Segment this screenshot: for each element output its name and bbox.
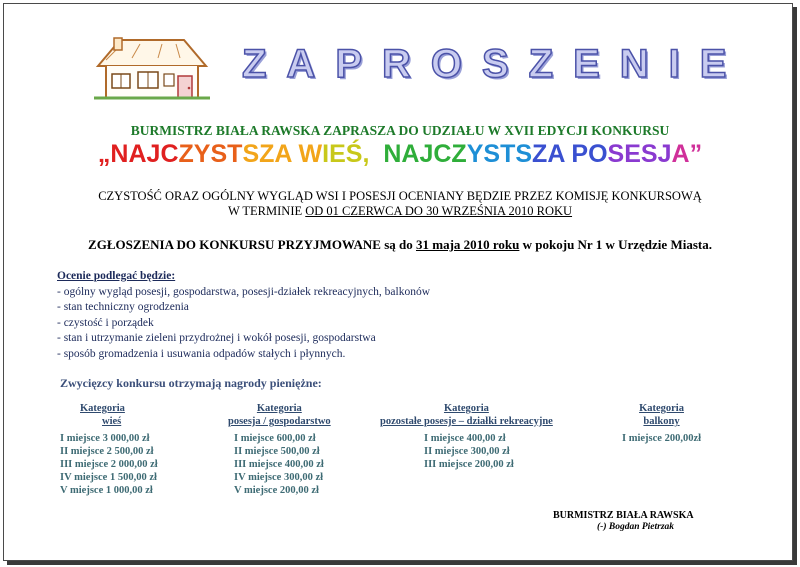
headline-letter: N: [383, 140, 402, 168]
headline-letter: A: [401, 140, 420, 168]
contest-headline: [0, 140, 800, 169]
headline-letter: S: [640, 140, 658, 168]
category-recreational: [380, 402, 553, 471]
criteria-item: - ogólny wygląd posesji, gospodarstwa, posesji-działek rekreacyjnych, balkonów: [57, 285, 431, 298]
prize-list: [60, 432, 158, 497]
prize-row: I miejsce 200,00zł: [622, 433, 702, 444]
headline-letter: ”: [689, 140, 703, 168]
prizes-heading: Zwycięzcy konkursu otrzymają nagrody pieniężne:: [60, 376, 322, 390]
headline-letter: N: [110, 140, 129, 168]
prize-row: V miejsce 200,00 zł: [234, 485, 319, 496]
prize-row: IV miejsce 300,00 zł: [234, 472, 324, 483]
headline-letter: Y: [193, 140, 211, 168]
headline-letter: S: [607, 140, 625, 168]
headline-letter: P: [571, 140, 589, 168]
criteria-item: - stan i utrzymanie zieleni przydrożnej i wokół posesji, gospodarstwa: [57, 332, 376, 344]
prize-row: I miejsce 600,00 zł: [234, 433, 316, 444]
headline-letter: S: [210, 140, 228, 168]
entries-mid: są do: [384, 237, 413, 252]
headline-letter: Ś: [345, 140, 363, 168]
prize-row: II miejsce 500,00 zł: [234, 446, 320, 457]
house-clipart-icon: [92, 36, 212, 104]
criteria-item: - sposób gromadzenia i usuwania odpadów stałych i płynnych.: [57, 347, 346, 360]
headline-letter: Z: [178, 140, 194, 168]
headline-letter: T: [500, 140, 516, 168]
headline-letter: C: [433, 140, 452, 168]
headline-letter: Z: [451, 140, 467, 168]
headline-letter: E: [624, 140, 641, 168]
entries-prefix: ZGŁOSZENIA DO KONKURSU PRZYJMOWANE: [88, 237, 381, 252]
criteria-list: [57, 285, 430, 363]
entries-notice: [0, 237, 800, 253]
evaluation-term-label: W TERMINIE: [227, 204, 303, 218]
headline-letter: A: [671, 140, 690, 168]
headline-letter: J: [419, 140, 434, 168]
entries-suffix: w pokoju Nr 1 w Urzędzie Miasta.: [522, 237, 712, 252]
prize-row: V miejsce 1 000,00 zł: [60, 485, 153, 496]
prize-row: II miejsce 300,00 zł: [424, 446, 510, 457]
headline-letter: [292, 140, 299, 168]
category-property: [228, 402, 331, 497]
criteria-item: - czystość i porządek: [57, 316, 154, 329]
prize-row: III miejsce 200,00 zł: [424, 459, 514, 470]
headline-letter: Z: [259, 140, 275, 168]
evaluation-line-2: [0, 204, 800, 219]
category-title: Kategoria: [443, 403, 489, 414]
category-title: Kategoria: [80, 403, 125, 414]
signature-office: BURMISTRZ BIAŁA RAWSKA: [553, 510, 694, 521]
prize-row: I miejsce 3 000,00 zł: [60, 433, 150, 444]
invitation-line: BURMISTRZ BIAŁA RAWSKA ZAPRASZA DO UDZIAŁU W XVII EDYCJI KONKURSU: [130, 123, 670, 138]
category-subtitle: posesja / gospodarstwo: [228, 416, 331, 427]
evaluation-line-1: CZYSTOŚĆ ORAZ OGÓLNY WYGLĄD WSI I POSESJI OCENIANY BĘDZIE PRZEZ KOMISJĘ KONKURSOWĄ: [98, 189, 702, 203]
prize-row: III miejsce 400,00 zł: [234, 459, 324, 470]
criteria-section: [57, 269, 430, 362]
headline-letter: C: [160, 140, 179, 168]
criteria-item: - stan techniczny ogrodzenia: [57, 301, 189, 313]
category-subtitle: pozostałe posesje – działki rekreacyjne: [380, 416, 553, 427]
prize-row: II miejsce 2 500,00 zł: [60, 446, 154, 457]
category-title: Kategoria: [256, 403, 302, 414]
headline-letter: O: [588, 140, 608, 168]
category-title: Kategoria: [639, 403, 684, 414]
prize-list: [622, 432, 701, 445]
signature-name: (-) Bogdan Pietrzak: [597, 522, 675, 532]
headline-letter: J: [146, 140, 161, 168]
evaluation-dates: OD 01 CZERWCA DO 30 WRZEŚNIA 2010 ROKU: [305, 204, 573, 218]
headline-letter: A: [274, 140, 292, 168]
criteria-heading: Ocenie podlegać będzie:: [57, 270, 176, 282]
category-balconies: [622, 402, 701, 445]
headline-letter: I: [322, 140, 330, 168]
page-title: ZAPROSZENIE: [242, 42, 747, 86]
headline-letter: J: [657, 140, 672, 168]
evaluation-notice: [0, 189, 800, 219]
headline-letter: W: [298, 140, 323, 168]
headline-letter: S: [483, 140, 501, 168]
headline-letter: S: [515, 140, 533, 168]
headline-letter: A: [128, 140, 147, 168]
headline-letter: Z: [532, 140, 548, 168]
headline-letter: „: [97, 140, 111, 168]
headline-letter: T: [227, 140, 243, 168]
prize-list: [380, 432, 553, 471]
headline-part-1: [98, 140, 369, 168]
prize-row: III miejsce 2 000,00 zł: [60, 459, 158, 470]
headline-letter: E: [329, 140, 346, 168]
category-village: [60, 402, 158, 497]
entries-deadline: 31 maja 2010 roku: [415, 237, 520, 252]
headline-letter: A: [547, 140, 565, 168]
headline-letter: Y: [466, 140, 484, 168]
prize-list: [228, 432, 331, 497]
headline-part-2: [383, 140, 702, 168]
headline-letter: ,: [362, 140, 370, 168]
prize-row: IV miejsce 1 500,00 zł: [60, 472, 157, 483]
headline-letter: S: [242, 140, 260, 168]
prize-row: I miejsce 400,00 zł: [424, 433, 506, 444]
category-subtitle: wieś: [102, 416, 122, 427]
category-subtitle: balkony: [643, 416, 680, 427]
